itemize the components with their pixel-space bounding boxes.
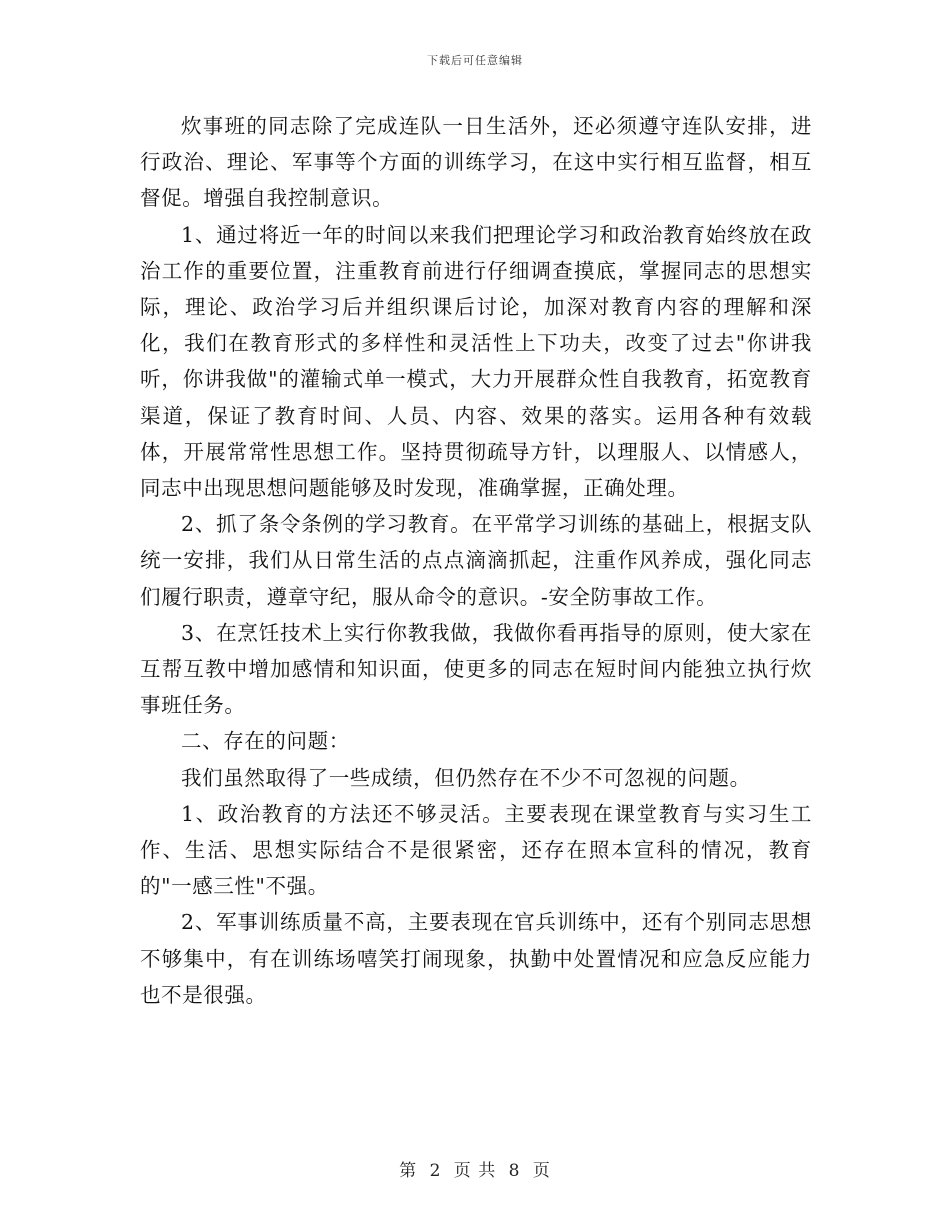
footer-mid: 页 共 xyxy=(453,1161,497,1181)
paragraph: 炊事班的同志除了完成连队一日生活外，还必须遵守连队安排，进行政治、理论、军事等个方面的训练学习，在这中实行相互监督，相互督促。增强自我控制意识。 xyxy=(140,114,812,211)
paragraph: 2、军事训练质量不高，主要表现在官兵训练中，还有个别同志思想不够集中，有在训练场嘻笑打闹现象，执勤中处置情况和应急反应能力也不是很强。 xyxy=(140,910,812,1007)
footer-prefix: 第 xyxy=(399,1161,418,1181)
page-footer xyxy=(0,1156,950,1181)
header-note: 下载后可任意编辑 xyxy=(427,54,523,67)
paragraph: 3、在烹饪技术上实行你教我做，我做你看再指导的原则，使大家在互帮互教中增加感情和知识面，使更多的同志在短时间内能独立执行炊事班任务。 xyxy=(140,620,812,718)
section-heading: 二、存在的问题： xyxy=(181,729,350,754)
current-page-number: 2 xyxy=(429,1161,442,1181)
paragraph: 2、抓了条令条例的学习教育。在平常学习训练的基础上，根据支队统一安排，我们从日常生活的点点滴滴抓起，注重作风养成，强化同志们履行职责，遵章守纪，服从命令的意识。-安全防事故工作。 xyxy=(140,512,812,609)
paragraph: 1、通过将近一年的时间以来我们把理论学习和政治教育始终放在政治工作的重要位置，注重教育前进行仔细调查摸底，掌握同志的思想实际，理论、政治学习后并组织课后讨论，加深对教育内容的理解和深化，我们在教育形式的多样性和灵活性上下功夫，改变了过去"你讲我听，你讲我做"的灌输式单一模式，大力开展群众性自我教育，拓宽教育渠道，保证了教育时间、人员、内容、效果的落实。运用各种有效载体，开展常常性思想工作。坚持贯彻疏导方针，以理服人、以情感人，同志中出现思想问题能够及时发现，准确掌握，正确处理。 xyxy=(140,222,812,501)
document-body xyxy=(140,108,812,1013)
footer-suffix: 页 xyxy=(532,1161,551,1181)
total-page-count: 8 xyxy=(508,1161,521,1181)
paragraph: 我们虽然取得了一些成绩，但仍然存在不少不可忽视的问题。 xyxy=(181,765,751,790)
paragraph: 1、政治教育的方法还不够灵活。主要表现在课堂教育与实习生工作、生活、思想实际结合不是很紧密，还存在照本宣科的情况，教育的"一感三性"不强。 xyxy=(140,801,812,899)
